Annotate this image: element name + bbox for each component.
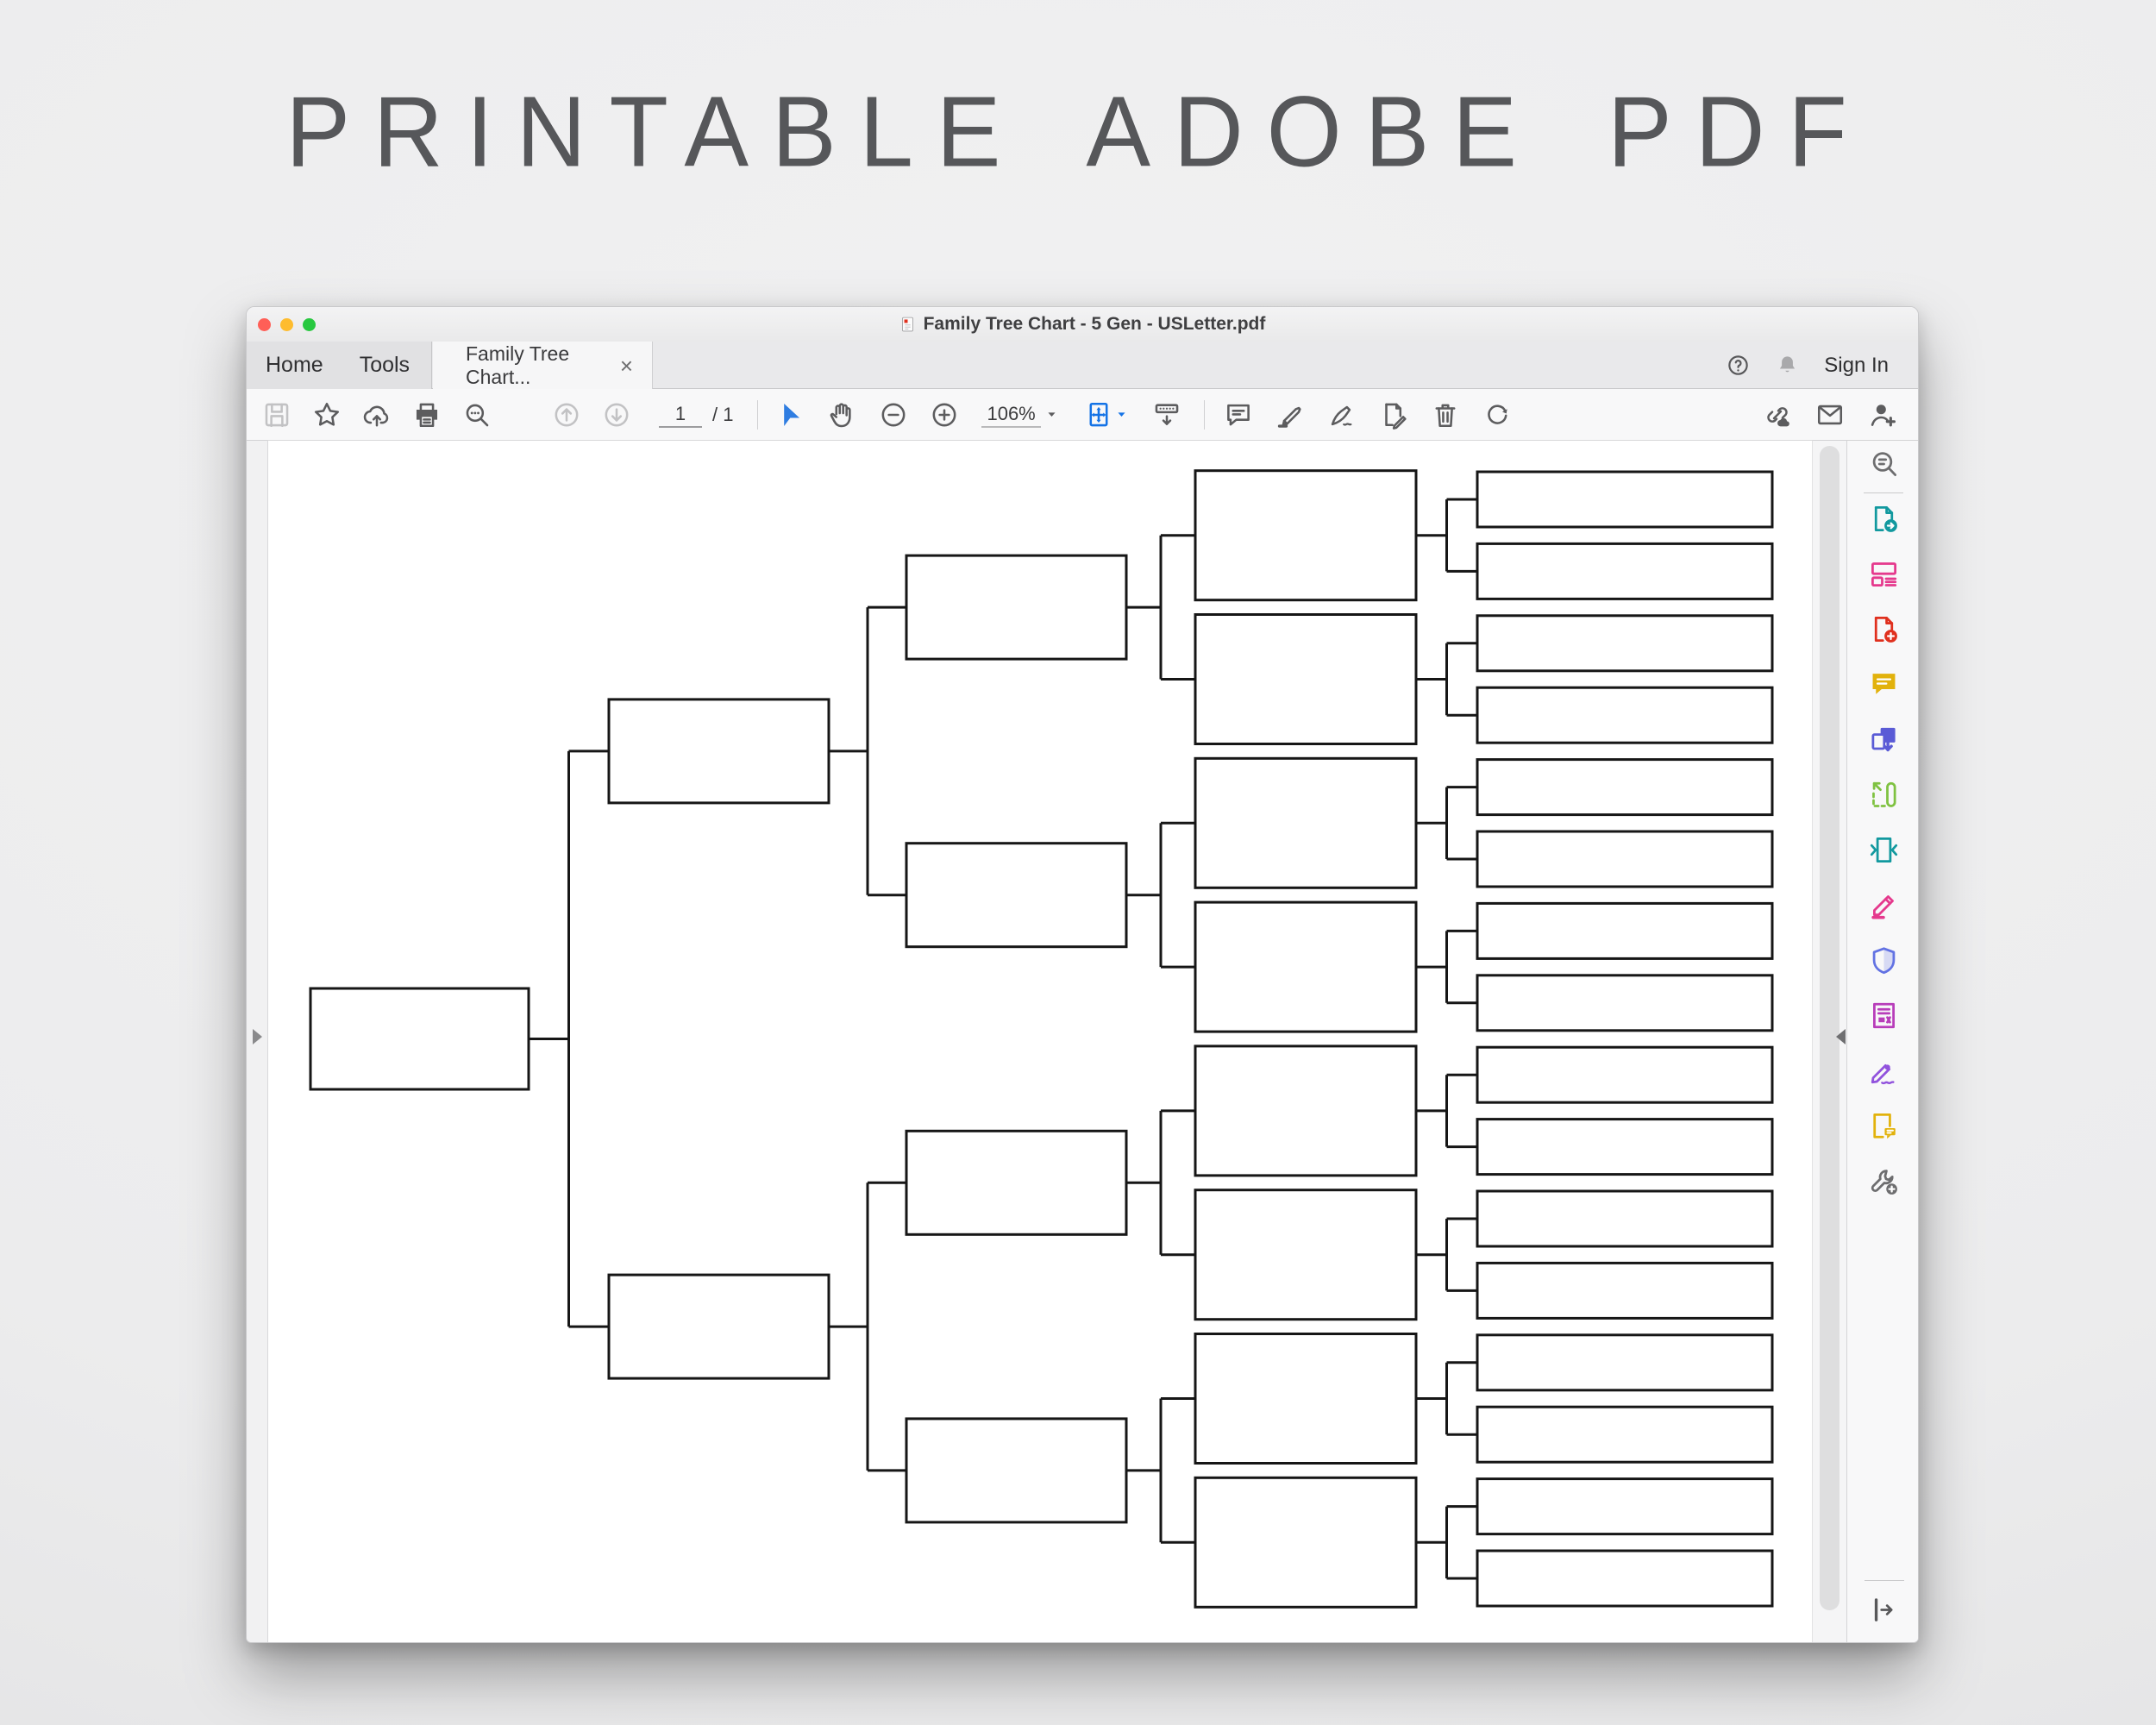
zoom-level-input[interactable]: 106% (981, 401, 1040, 428)
tree-box-g4-6 (1195, 1190, 1416, 1320)
acrobat-window (246, 306, 1919, 1643)
tree-box-g4-3 (1195, 758, 1416, 888)
tree-connector-g3-3 (1126, 1111, 1195, 1255)
rotate-button[interactable] (1482, 398, 1512, 432)
rotate-icon[interactable] (1482, 400, 1512, 430)
open-tools-panel-icon (1868, 1594, 1900, 1630)
tree-box-g5-2 (1477, 543, 1772, 599)
close-tab-icon[interactable]: × (619, 353, 633, 379)
zoom-out-icon[interactable] (879, 400, 908, 430)
comment-tool-tool-button[interactable] (1847, 668, 1919, 706)
minimize-window-button[interactable] (280, 318, 293, 331)
edit-pdf-icon (1868, 779, 1900, 815)
redact-tool-button[interactable] (1847, 999, 1919, 1037)
find-icon (1868, 448, 1900, 484)
certificates-icon (1868, 1055, 1900, 1091)
toolbar-divider (757, 400, 758, 430)
star-button[interactable] (312, 398, 342, 432)
tree-connector-g4-2 (1416, 643, 1477, 715)
tree-box-g5-16 (1477, 1551, 1772, 1606)
page-total-label: / 1 (712, 403, 734, 425)
fill-sign-tool-button[interactable] (1847, 888, 1919, 926)
page-down-button (602, 398, 631, 432)
tree-box-g5-1 (1477, 472, 1772, 527)
hide-toolbar-button[interactable] (1152, 398, 1181, 432)
caret-down-button[interactable] (1045, 398, 1058, 432)
tree-connector-g4-5 (1416, 1075, 1477, 1146)
tabbar-right-cluster (1726, 342, 1918, 389)
sign-pen-icon[interactable] (1327, 400, 1357, 430)
tree-connector-g3-1 (1126, 536, 1195, 680)
print-button[interactable] (412, 398, 442, 432)
trash-icon[interactable] (1431, 400, 1460, 430)
caret-down-button[interactable] (1115, 398, 1128, 432)
tree-box-g5-3 (1477, 616, 1772, 671)
tree-box-g4-5 (1195, 1046, 1416, 1176)
window-titlebar (247, 307, 1918, 342)
select-cursor-icon[interactable] (775, 400, 805, 430)
tree-box-g2-2 (609, 1275, 829, 1378)
email-icon[interactable] (1815, 400, 1845, 430)
scrollbar-thumb[interactable] (1820, 446, 1839, 1610)
tree-box-g2-1 (609, 699, 829, 803)
more-tools-tool-button[interactable] (1847, 1164, 1919, 1202)
edit-pdf-tool-button[interactable] (1847, 778, 1919, 816)
document-filename: Family Tree Chart - 5 Gen - USLetter.pdf (923, 314, 1266, 334)
compress-pdf-icon (1868, 834, 1900, 870)
document-tab-label: Family Tree Chart... (466, 342, 570, 388)
tree-box-g5-10 (1477, 1120, 1772, 1175)
tree-box-g4-2 (1195, 615, 1416, 744)
combine-files-icon (1868, 724, 1900, 760)
fill-sign-icon (1868, 889, 1900, 925)
request-signatures-icon (1868, 1110, 1900, 1146)
tree-box-g5-5 (1477, 760, 1772, 815)
protect-icon (1868, 944, 1900, 981)
export-pdf-tool-button[interactable] (1847, 502, 1919, 540)
hide-toolbar-icon[interactable] (1152, 400, 1181, 430)
page-up-button (552, 398, 581, 432)
find-tool-button[interactable] (1847, 447, 1919, 485)
tree-box-g3-2 (906, 844, 1126, 947)
notifications-bell-icon[interactable] (1775, 353, 1800, 378)
organize-pages-tool-tool-button[interactable] (1847, 557, 1919, 595)
tools-sidebar (1846, 441, 1919, 1643)
zoom-out-button[interactable] (879, 398, 908, 432)
page-down-icon (602, 400, 631, 430)
tab-bar (247, 342, 1918, 389)
tree-box-g4-4 (1195, 902, 1416, 1032)
tree-box-g4-1 (1195, 471, 1416, 600)
zoom-in-button[interactable] (930, 398, 959, 432)
tree-box-g5-7 (1477, 903, 1772, 958)
request-signatures-tool-button[interactable] (1847, 1109, 1919, 1147)
sign-pen-button[interactable] (1327, 398, 1357, 432)
document-viewport (247, 441, 1919, 1643)
page-up-icon (552, 400, 581, 430)
collapse-tools-panel-icon[interactable] (1836, 1029, 1846, 1044)
tree-box-g3-4 (906, 1419, 1126, 1522)
tree-box-g3-3 (906, 1131, 1126, 1234)
select-cursor-button[interactable] (775, 398, 805, 432)
pdf-page (268, 441, 1812, 1643)
combine-files-tool-button[interactable] (1847, 723, 1919, 761)
close-window-button[interactable] (258, 318, 271, 331)
tree-box-g5-14 (1477, 1407, 1772, 1462)
tree-connector-g2-2 (829, 1182, 906, 1471)
open-left-panel-icon[interactable] (253, 1029, 262, 1044)
tree-box-g5-12 (1477, 1263, 1772, 1318)
fit-page-button[interactable] (1084, 398, 1113, 432)
search-button[interactable] (462, 398, 492, 432)
sidebar-divider (1864, 492, 1903, 493)
comment-icon[interactable] (1224, 400, 1253, 430)
page-title: PRINTABLE ADOBE PDF (285, 75, 1871, 188)
tree-connector-g4-6 (1416, 1219, 1477, 1290)
tree-connector-g4-8 (1416, 1507, 1477, 1578)
star-icon[interactable] (312, 400, 342, 430)
tree-connector-g3-2 (1126, 823, 1195, 967)
sign-in-button[interactable]: Sign In (1824, 353, 1889, 377)
organize-pages-tool-icon (1868, 558, 1900, 594)
open-tools-panel-tool-button[interactable] (1847, 1593, 1919, 1631)
tab-home[interactable]: Home (266, 353, 323, 377)
tree-box-g3-1 (906, 555, 1126, 659)
comment-tool-icon (1868, 668, 1900, 705)
save-icon (262, 400, 291, 430)
tab-document-active[interactable] (433, 342, 653, 390)
hand-icon[interactable] (827, 400, 856, 430)
zoom-in-icon[interactable] (930, 400, 959, 430)
cloud-upload-button[interactable] (362, 398, 392, 432)
main-toolbar (247, 389, 1918, 441)
person-add-icon[interactable] (1868, 400, 1897, 430)
tree-connector-g3-4 (1126, 1399, 1195, 1543)
tree-box-g5-4 (1477, 687, 1772, 743)
compress-pdf-tool-button[interactable] (1847, 833, 1919, 871)
tree-box-g5-6 (1477, 831, 1772, 887)
caret-down-icon[interactable] (1045, 408, 1058, 421)
tree-connector-g1-1 (529, 751, 609, 1327)
protect-tool-button[interactable] (1847, 944, 1919, 982)
zoom-window-button[interactable] (303, 318, 316, 331)
save-button (262, 398, 291, 432)
cloud-upload-icon[interactable] (362, 400, 392, 430)
tree-box-g5-8 (1477, 975, 1772, 1031)
tree-box-g5-13 (1477, 1335, 1772, 1390)
tree-connector-g2-1 (829, 607, 906, 895)
family-tree-chart (268, 441, 1812, 1643)
organize-pages-button[interactable] (1379, 398, 1408, 432)
tree-box-g5-15 (1477, 1479, 1772, 1534)
export-pdf-icon (1868, 503, 1900, 539)
tree-connector-g4-4 (1416, 931, 1477, 1002)
tab-tools[interactable]: Tools (359, 353, 411, 377)
toolbar-divider (1204, 400, 1205, 430)
nav-tabs-block (247, 342, 432, 389)
share-link-icon[interactable] (1763, 400, 1792, 430)
pdf-document-icon (899, 315, 916, 334)
comment-button[interactable] (1224, 398, 1253, 432)
tree-connector-g4-1 (1416, 499, 1477, 571)
tree-box-g5-9 (1477, 1047, 1772, 1102)
tree-box-g4-7 (1195, 1334, 1416, 1464)
hand-button[interactable] (827, 398, 856, 432)
toolbar-right-cluster (1763, 400, 1918, 430)
trash-button[interactable] (1431, 398, 1460, 432)
highlighter-icon[interactable] (1275, 400, 1305, 430)
tree-connector-g4-3 (1416, 787, 1477, 859)
page-number-input[interactable]: 1 (659, 401, 702, 428)
redact-icon (1868, 1000, 1900, 1036)
help-icon[interactable] (1726, 353, 1751, 378)
tree-box-g4-8 (1195, 1477, 1416, 1607)
tree-connector-g4-7 (1416, 1363, 1477, 1434)
highlighter-button[interactable] (1275, 398, 1305, 432)
search-icon[interactable] (462, 400, 492, 430)
tree-box-g1-1 (310, 988, 529, 1089)
caret-down-icon[interactable] (1115, 408, 1128, 421)
create-pdf-icon (1868, 613, 1900, 649)
fit-page-icon[interactable] (1084, 400, 1113, 430)
tree-box-g5-11 (1477, 1191, 1772, 1246)
print-icon[interactable] (412, 400, 442, 430)
create-pdf-tool-button[interactable] (1847, 612, 1919, 650)
traffic-lights (258, 307, 316, 342)
more-tools-icon (1868, 1165, 1900, 1201)
organize-pages-icon[interactable] (1379, 400, 1408, 430)
certificates-tool-button[interactable] (1847, 1054, 1919, 1092)
